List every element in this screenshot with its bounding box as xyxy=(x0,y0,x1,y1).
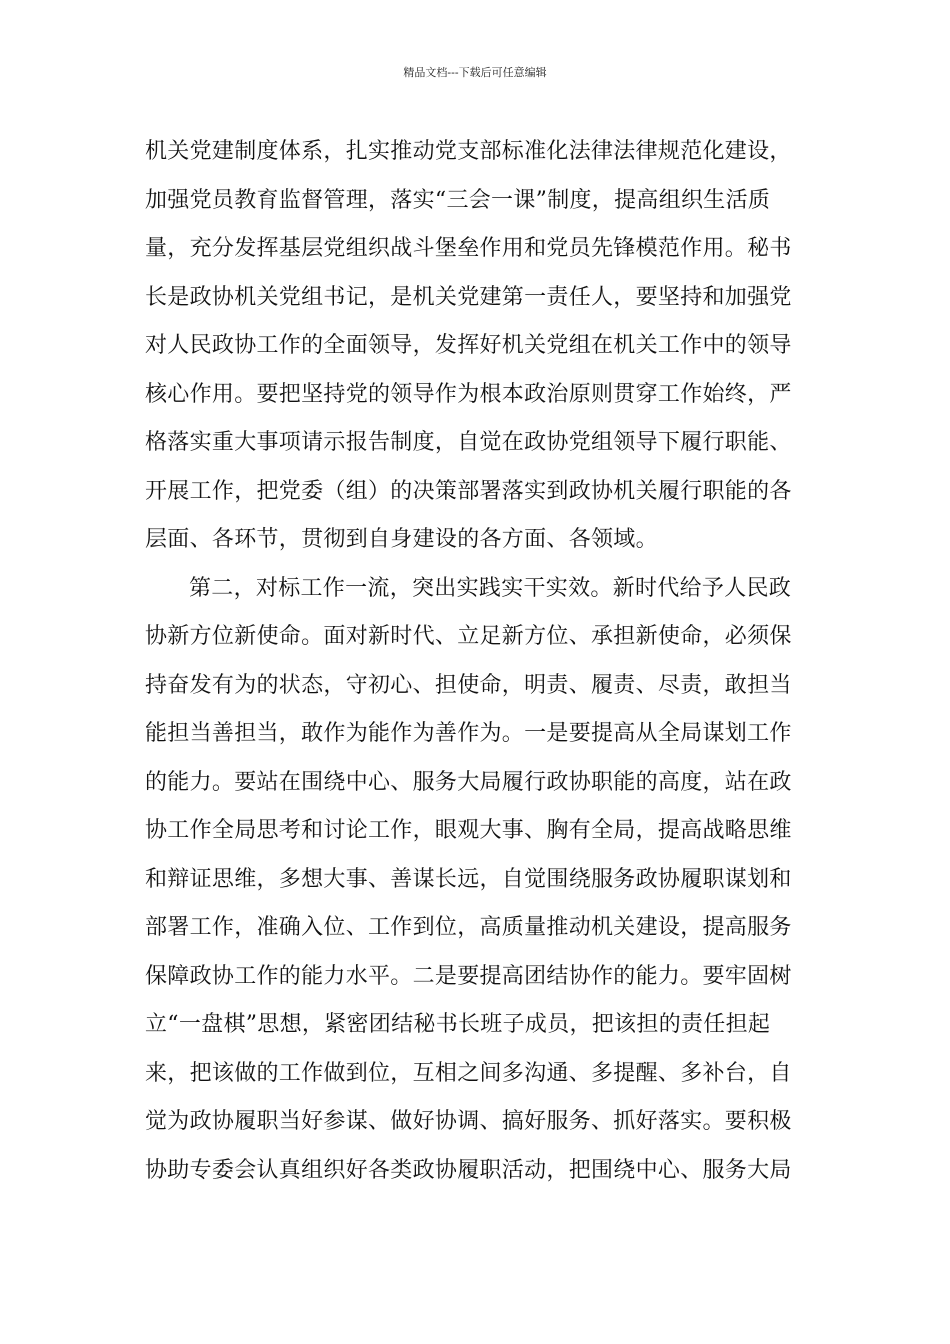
text-line: 保障政协工作的能力水平。二是要提高团结协作的能力。要牢固树 xyxy=(145,963,792,989)
text-line: 能担当善担当，敢作为能作为善作为。一是要提高从全局谋划工作 xyxy=(145,721,792,746)
text-line: 机关党建制度体系，扎实推动党支部标准化法律法律规范化建设， xyxy=(145,139,792,164)
text-line: 的能力。要站在围绕中心、服务大局履行政协职能的高度，站在政 xyxy=(145,769,792,795)
text-line: 立“一盘棋”思想，紧密团结秘书长班子成员，把该担的责任担起 xyxy=(145,1012,771,1037)
text-line: 加强党员教育监督管理，落实“三会一课”制度，提高组织生活质 xyxy=(145,187,771,213)
document-body xyxy=(145,128,810,1195)
page-header: 精品文档---下载后可任意编辑 xyxy=(403,66,547,79)
text-line: 长是政协机关党组书记，是机关党建第一责任人，要坚持和加强党 xyxy=(145,284,792,310)
text-line: 持奋发有为的状态，守初心、担使命，明责、履责、尽责，敢担当 xyxy=(145,672,792,698)
text-line: 来，把该做的工作做到位，互相之间多沟通、多提醒、多补台，自 xyxy=(145,1060,792,1086)
text-line: 量，充分发挥基层党组织战斗堡垒作用和党员先锋模范作用。秘书 xyxy=(145,236,792,261)
text-line: 层面、各环节，贯彻到自身建设的各方面、各领域。 xyxy=(145,527,658,552)
text-line: 协新方位新使命。面对新时代、立足新方位、承担新使命，必须保 xyxy=(145,624,792,649)
text-line: 核心作用。要把坚持党的领导作为根本政治原则贯穿工作始终，严 xyxy=(145,381,792,407)
text-line: 开展工作，把党委（组）的决策部署落实到政协机关履行职能的各 xyxy=(145,478,792,504)
paragraph-start-line: 第二，对标工作一流，突出实践实干实效。新时代给予人民政 xyxy=(189,575,792,601)
text-line: 觉为政协履职当好参谋、做好协调、搞好服务、抓好落实。要积极 xyxy=(145,1109,792,1134)
text-line: 格落实重大事项请示报告制度，自觉在政协党组领导下履行职能、 xyxy=(145,430,792,455)
text-line: 协工作全局思考和讨论工作，眼观大事、胸有全局，提高战略思维 xyxy=(145,818,792,843)
text-line: 部署工作，准确入位、工作到位，高质量推动机关建设，提高服务 xyxy=(145,915,792,940)
text-line: 对人民政协工作的全面领导，发挥好机关党组在机关工作中的领导 xyxy=(145,333,792,358)
text-line: 和辩证思维，多想大事、善谋长远，自觉围绕服务政协履职谋划和 xyxy=(145,866,792,892)
text-line: 协助专委会认真组织好各类政协履职活动，把围绕中心、服务大局 xyxy=(145,1157,792,1183)
